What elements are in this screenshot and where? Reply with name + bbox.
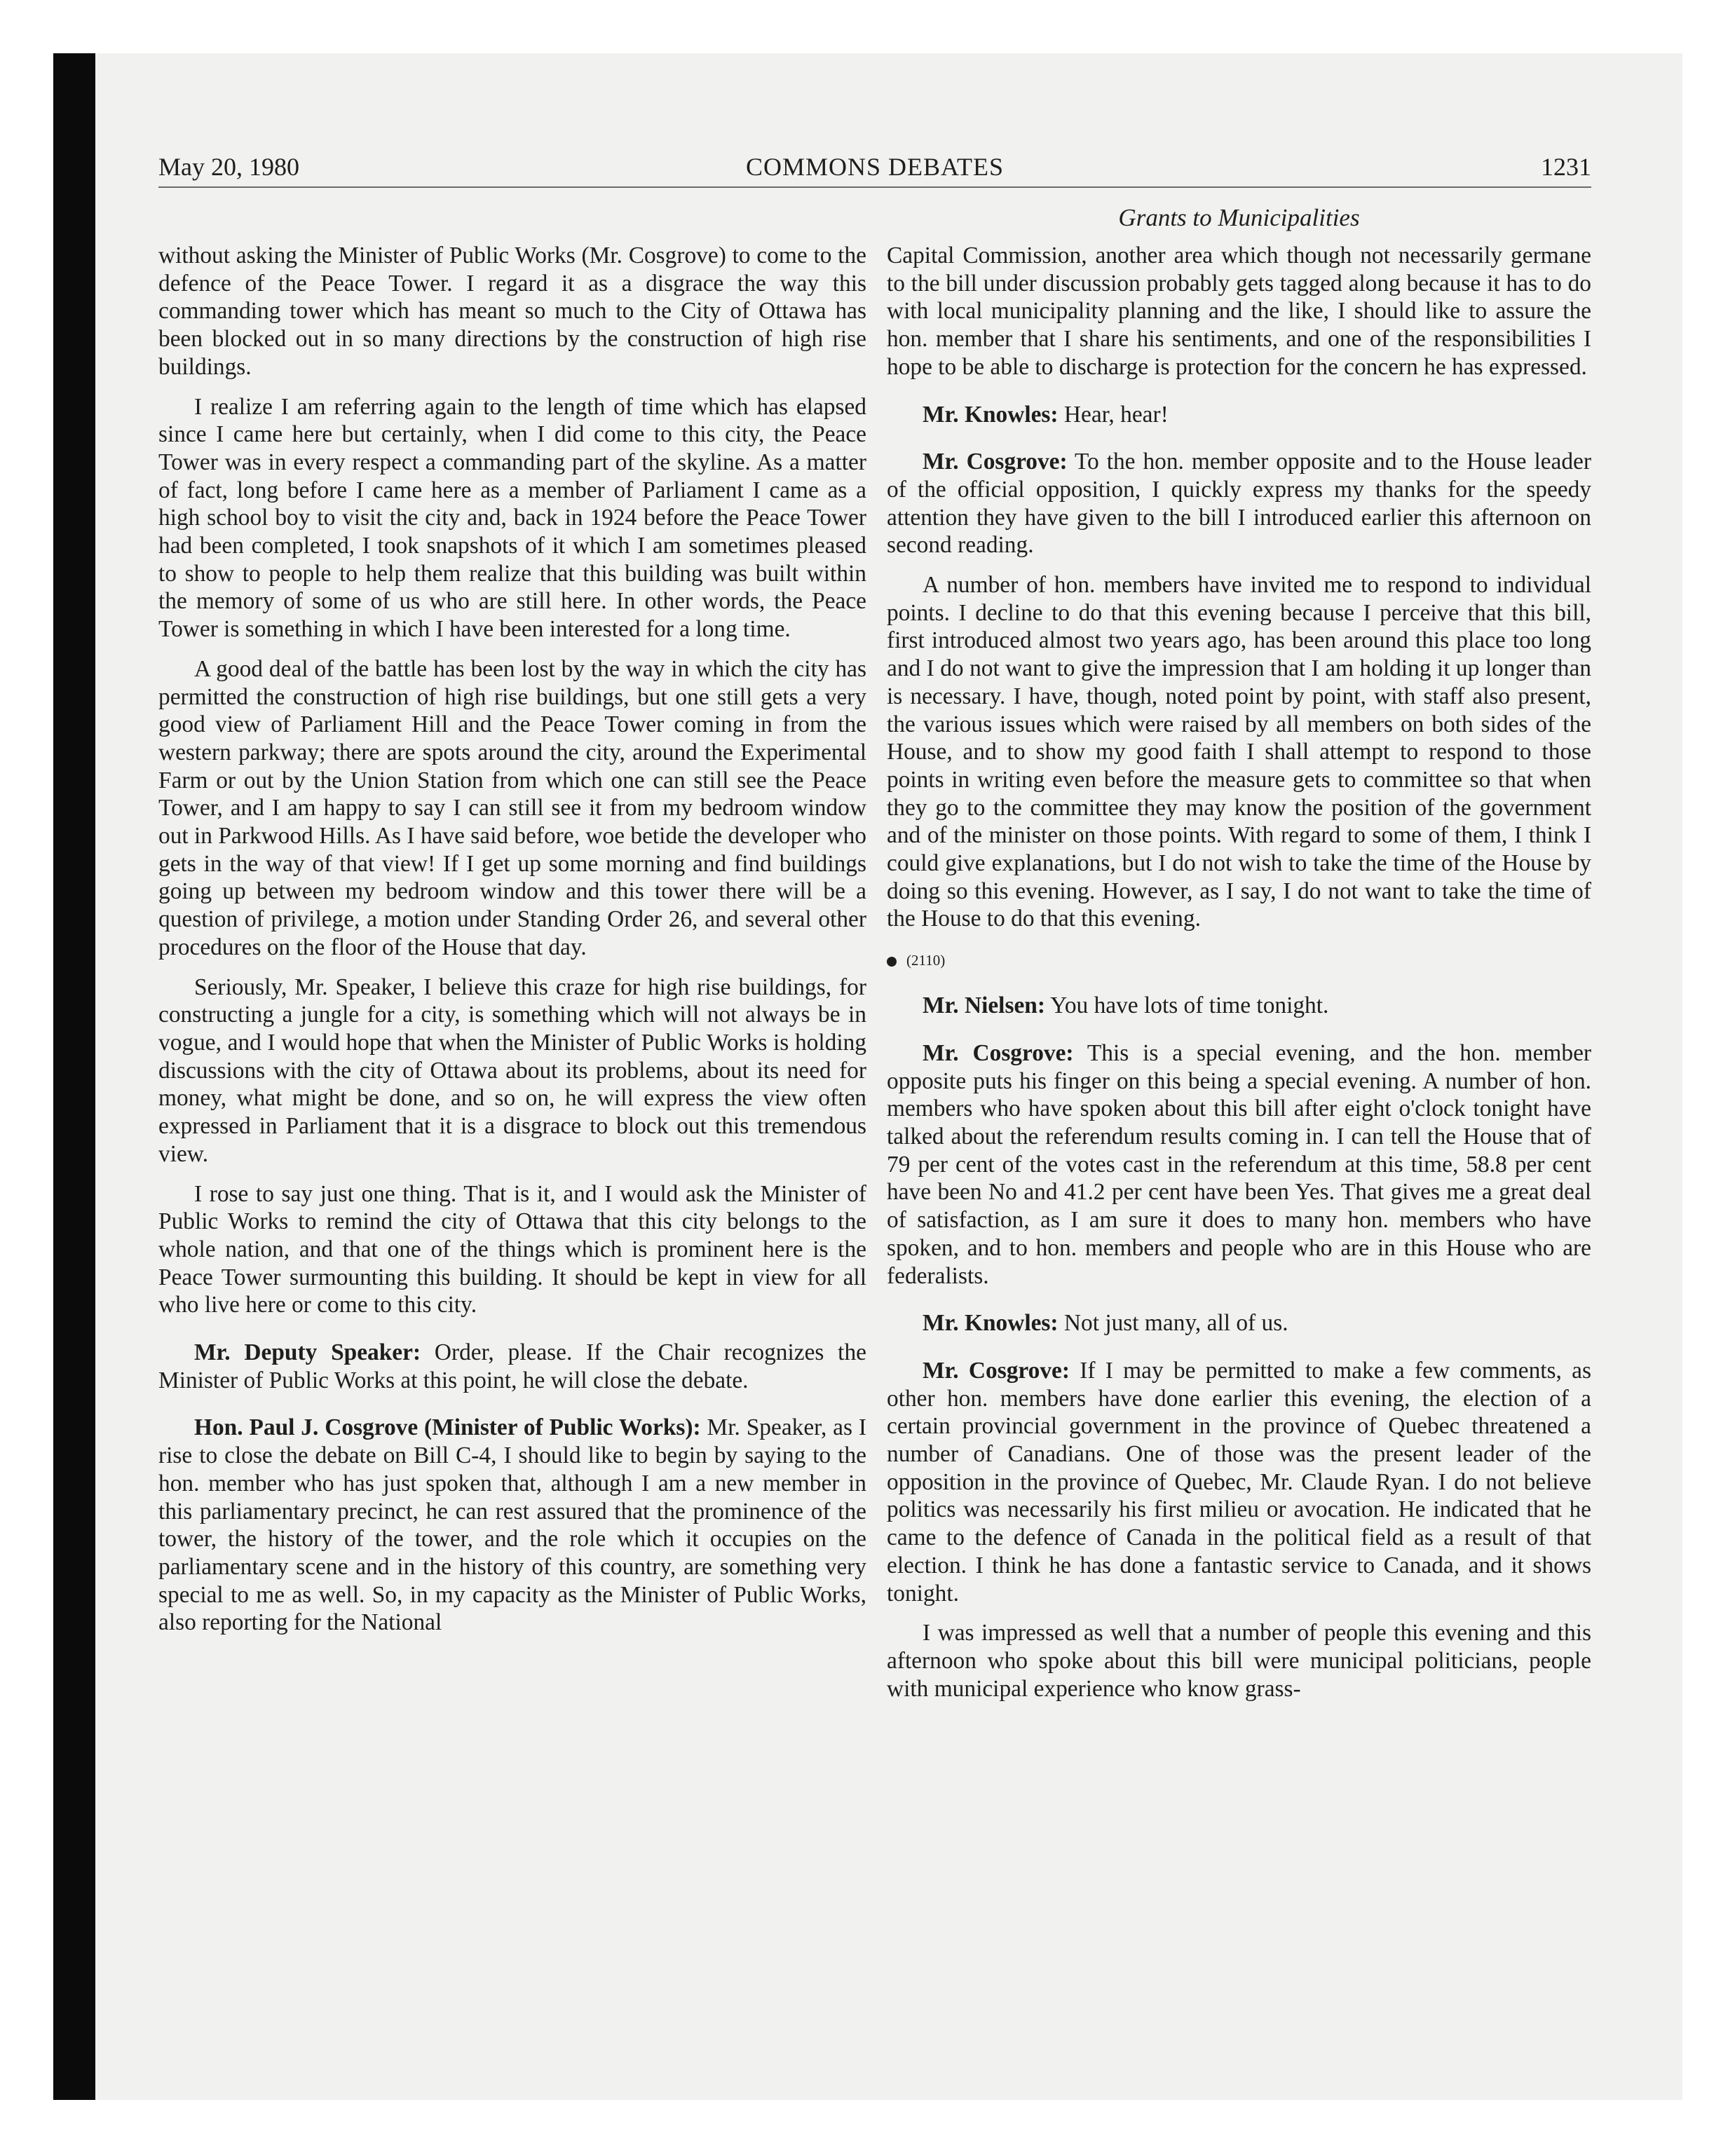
speech-paragraph (887, 992, 1591, 1020)
speaker-name: Mr. Nielsen: (923, 992, 1045, 1019)
paragraph: A good deal of the battle has been lost by the way in which the city has permitted the construction of high rise buildings, but one still gets a very good view of Parliament Hill and the Peace Tower coming in from the western parkway; there are spots around the city, around the Experimental Farm or out by the Union Station from which one can still see the Peace Tower, and I am happy to say I can still see it from my bedroom window out in Parkwood Hills. As I have said before, woe betide the developer who gets in the way of that view! If I get up some morning and find buildings going up between my bedroom window and this tower there will be a question of privilege, a motion under Standing Order 26, and several other procedures on the floor of the House that day. (158, 655, 866, 960)
scan-edge-shadow (53, 53, 95, 2100)
time-marker (887, 948, 1591, 972)
speech-paragraph (887, 448, 1591, 559)
time-marker-text: (2110) (906, 952, 946, 969)
publication-title: COMMONS DEBATES (745, 153, 1005, 181)
speech-paragraph (887, 1309, 1591, 1337)
speech-text: If I may be permitted to make a few comments, as other hon. members have done earlier this evening, the election of a certain provincial government in the province of Quebec threatened a number of Canadians. One of those was the present leader of the opposition in the province of Quebec, Mr. Claude Ryan. I do not believe politics was necessarily his first milieu or avocation. He indicated that he came to the defence of Canada in the political field as a result of that election. I think he has done a fantastic service to Canada, and it shows tonight. (887, 1357, 1591, 1606)
section-subtitle: Grants to Municipalities (1118, 204, 1360, 231)
speech-paragraph (887, 1357, 1591, 1607)
paragraph: without asking the Minister of Public Works (Mr. Cosgrove) to come to the defence of the Peace Tower. I regard it as a disgrace the way this commanding tower which has meant so much to the City of Ottawa has been blocked out in so many directions by the construction of high rise buildings. (158, 243, 866, 380)
speech-text: This is a special evening, and the hon. member opposite puts his finger on this being a special evening. A number of hon. members who have spoken about this bill after eight o'clock tonight have talked about the referendum results coming in. I can tell the House that of 79 per cent of the votes cast in the referendum at this time, 58.8 per cent have been No and 41.2 per cent have been Yes. That gives me a great deal of satisfaction, as I am sure it does to many hon. members who have spoken, and to hon. members and people who are in this House who are federalists. (887, 1039, 1592, 1289)
speaker-name: Mr. Cosgrove: (923, 1357, 1070, 1384)
speaker-name: Mr. Cosgrove: (923, 1039, 1074, 1066)
paragraph: Seriously, Mr. Speaker, I believe this craze for high rise buildings, for constructing a jungle for a city, is something which will not always be in vogue, and I would hope that when the Minister of Public Works is holding discussions with the city of Ottawa about its problems, about its need for money, what might be done, and so on, he will express the view often expressed in Parliament that it is a disgrace to block out this tremendous view. (158, 974, 866, 1167)
speech-paragraph (887, 1039, 1591, 1290)
speech-text: Not just many, all of us. (1063, 1310, 1288, 1337)
header-rule (158, 186, 1591, 188)
left-column (158, 242, 866, 1649)
speaker-name: Mr. Deputy Speaker: (194, 1339, 421, 1366)
bullet-icon (887, 957, 897, 967)
paragraph: I rose to say just one thing. That is it, and I would ask the Minister of Public Works to remind the city of Ottawa that this city belongs to the whole nation, and that one of the things which is prominent here is the Peace Tower surmounting this building. It should be kept in view for all who live here or come to this city. (158, 1180, 866, 1318)
speech-text: Hear, hear! (1063, 401, 1169, 428)
speaker-name: Hon. Paul J. Cosgrove (Minister of Public Works): (194, 1414, 701, 1441)
paragraph: A number of hon. members have invited me to respond to individual points. I decline to do that this evening because I perceive that this bill, first introduced almost two years ago, has been around this place too long and I do not want to give the impression that I am holding it up longer than is necessary. I have, though, noted point by point, with staff also present, the various issues which were raised by all members on both sides of the House, and to show my good faith I shall attempt to respond to those points in writing even before the measure gets to committee so that when they go to the committee they may know the position of the government and of the minister on those points. With regard to some of them, I think I could give explanations, but I do not wish to take the time of the House by doing so this evening. However, as I say, I do not want to take the time of the House to do that this evening. (887, 572, 1591, 932)
page-date: May 20, 1980 (158, 153, 299, 181)
speech-text: You have lots of time tonight. (1050, 992, 1329, 1019)
speech-text: To the hon. member opposite and to the House leader of the official opposition, I quickly express my thanks for the speedy attention they have given to the bill I introduced earlier this afternoon on second reading. (887, 449, 1591, 559)
right-column (887, 242, 1591, 1714)
paragraph: Capital Commission, another area which though not necessarily germane to the bill under discussion probably gets tagged along because it has to do with local municipality planning and the like, I should like to assure the hon. member that I share his sentiments, and one of the responsibilities I hope to be able to discharge is protection for the concern he has expressed. (887, 243, 1591, 380)
speech-paragraph (158, 1339, 866, 1394)
running-head (158, 149, 1591, 185)
speech-text: Order, please. If the Chair recognizes the Minister of Public Works at this point, he will close the debate. (158, 1339, 866, 1393)
paragraph: I realize I am referring again to the length of time which has elapsed since I came here but certainly, when I did come to this city, the Peace Tower was in every respect a commanding part of the skyline. As a matter of fact, long before I came here as a member of Parliament I came as a high school boy to visit the city and, back in 1924 before the Peace Tower had been completed, I took snapshots of it which I am sometimes pleased to show to people to help them realize that this building was built within the memory of some of us who are still here. In other words, the Peace Tower is something in which I have been interested for a long time. (158, 393, 866, 643)
speaker-name: Mr. Knowles: (923, 1310, 1059, 1337)
speech-paragraph (158, 1414, 866, 1637)
speech-text: Mr. Speaker, as I rise to close the debate on Bill C-4, I should like to begin by saying to the hon. member who has just spoken that, although I am a new member in this parliamentary precinct, he can rest assured that the prominence of the tower, the history of the tower, and the role which it occupies on the parliamentary scene and in the history of this country, are something very special to me as well. So, in my capacity as the Minister of Public Works, also reporting for the National (158, 1414, 867, 1636)
speaker-name: Mr. Knowles: (923, 401, 1059, 428)
speaker-name: Mr. Cosgrove: (923, 449, 1068, 475)
page-number: 1231 (1541, 153, 1591, 181)
paragraph: I was impressed as well that a number of people this evening and this afternoon who spoke about this bill were municipal politicians, people with municipal experience who know grass- (887, 1620, 1591, 1702)
speech-paragraph (887, 401, 1591, 429)
